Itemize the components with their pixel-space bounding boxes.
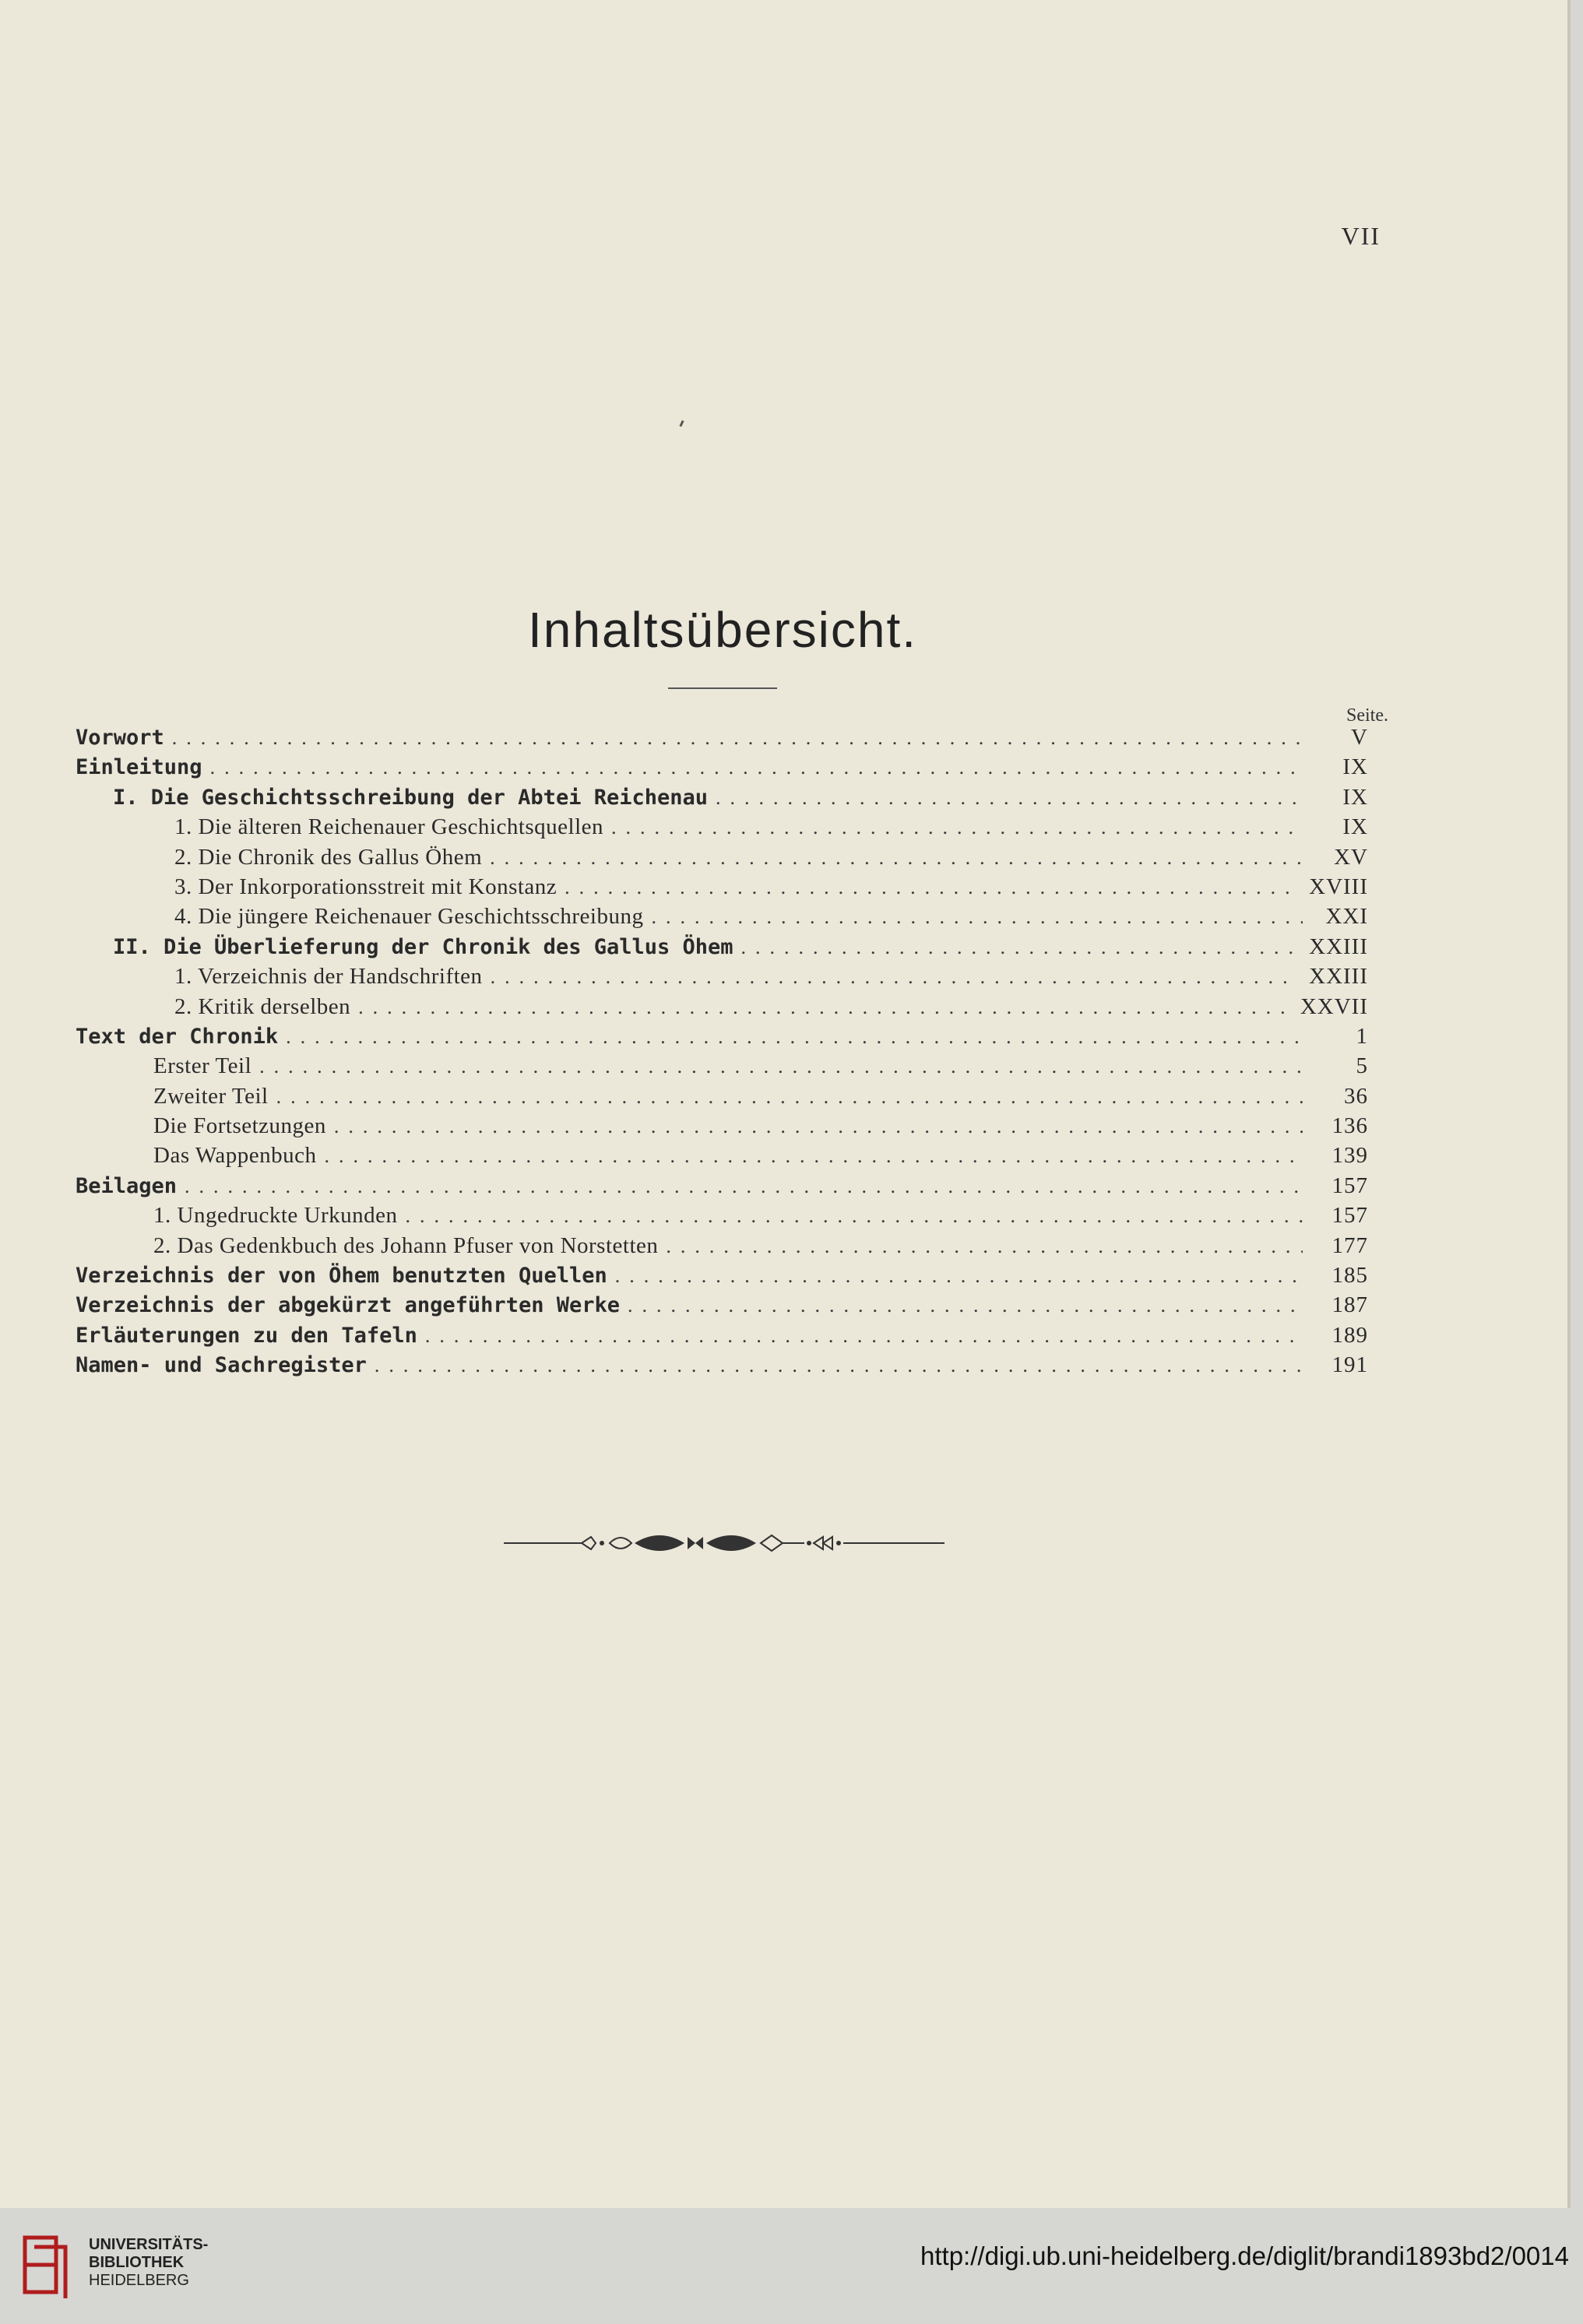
toc-entry-label: Zweiter Teil [153,1083,269,1109]
title-rule [668,687,777,689]
toc-entry-page: V [1351,725,1368,750]
toc-entry-kritik[interactable] [76,992,1368,1021]
toc-entry-page: IX [1342,754,1368,780]
toc-entry-page: 157 [1331,1173,1368,1198]
toc-entry-handschriften[interactable] [76,962,1368,991]
leader-dots [611,813,1303,842]
leader-dots [716,783,1303,813]
toc-entry-page: 139 [1331,1143,1368,1169]
toc-entry-page: 1 [1356,1023,1368,1049]
toc-entry-page: 157 [1331,1203,1368,1229]
source-url-link[interactable]: http://digi.ub.uni-heidelberg.de/diglit/brandi1893bd2/0014 [920,2241,1569,2270]
toc-entry-page: 177 [1331,1232,1368,1258]
leader-dots [565,873,1298,902]
toc-entry-page: XVIII [1309,874,1368,899]
toc-entry-label: Die Fortsetzungen [153,1113,326,1139]
leader-dots [425,1321,1303,1351]
toc-entry-label: 2. Das Gedenkbuch des Johann Pfuser von Norstetten [153,1232,659,1258]
toc-entry-verzeichnis-quellen[interactable] [76,1260,1368,1290]
leader-dots [406,1201,1303,1231]
toc-entry-label: Erster Teil [153,1053,252,1079]
toc-entry-label: Erläuterungen zu den Tafeln [76,1323,417,1348]
toc-entry-page: XXVII [1300,993,1368,1019]
toc-entry-page: XXIII [1309,933,1368,959]
toc-entry-page: 36 [1344,1083,1368,1109]
toc-entry-ungedruckte-urkunden[interactable] [76,1201,1368,1230]
leader-dots [375,1351,1303,1380]
toc-entry-juengere-geschichtsschreibung[interactable] [76,902,1368,931]
toc-entry-label: Beilagen [76,1173,178,1198]
leader-dots [276,1082,1303,1112]
toc-entry-label: Verzeichnis der von Öhem benutzten Quellen [76,1264,607,1289]
ornament-divider [504,1526,945,1560]
toc-entry-geschichtsschreibung[interactable] [76,782,1368,812]
leader-dots [325,1141,1303,1171]
leader-dots [358,993,1289,1022]
toc-entry-label: Text der Chronik [76,1024,279,1049]
toc-entry-page: XXI [1325,904,1368,930]
leader-dots [172,723,1303,753]
toc-entry-label: 2. Die Chronik des Gallus Öhem [174,844,483,870]
page-title: Inhaltsübersicht. [527,602,918,658]
toc-entry-page: XV [1334,844,1368,870]
toc-entry-erlaeuterungen[interactable] [76,1320,1368,1350]
print-speck [679,420,684,427]
toc-entry-label: II. Die Überlieferung der Chronik des Gallus Öhem [113,934,733,959]
toc-entry-label: 4. Die jüngere Reichenauer Geschichtsschreibung [174,904,644,930]
toc-entry-label: 1. Verzeichnis der Handschriften [174,964,483,990]
library-name-line-3: HEIDELBERG [89,2272,189,2289]
toc-entry-label: Das Wappenbuch [153,1143,317,1169]
university-library-logo-icon [17,2230,73,2300]
leader-dots [666,1232,1303,1261]
toc-entry-page: IX [1342,784,1368,810]
toc-entry-label: 3. Der Inkorporationsstreit mit Konstanz [174,874,558,899]
library-name [89,2236,208,2290]
leader-dots [490,843,1303,873]
toc-entry-label: I. Die Geschichtsschreibung der Abtei Reichenau [113,785,709,810]
leader-dots [210,753,1303,782]
toc-entry-label: Verzeichnis der abgekürzt angeführten Werke [76,1293,620,1318]
toc-entry-erster-teil[interactable] [76,1051,1368,1081]
toc-entry-chronik-oehem[interactable] [76,842,1368,872]
library-footer [0,2208,1583,2324]
toc-entry-ueberlieferung[interactable] [76,932,1368,962]
leader-dots [628,1291,1303,1320]
toc-entry-gedenkbuch[interactable] [76,1231,1368,1260]
toc-entry-aeltere-quellen[interactable] [76,812,1368,842]
toc-entry-page: IX [1342,814,1368,840]
toc-entry-page: 189 [1331,1322,1368,1348]
toc-entry-label: 2. Kritik derselben [174,993,351,1019]
toc-entry-page: 185 [1331,1263,1368,1289]
toc-entry-page: 5 [1356,1053,1368,1079]
leader-dots [741,933,1299,962]
toc-entry-label: 1. Ungedruckte Urkunden [153,1203,398,1229]
toc-entry-vorwort[interactable] [76,723,1368,752]
leader-dots [334,1112,1303,1141]
toc-entry-einleitung[interactable] [76,752,1368,782]
leader-dots [651,902,1303,932]
toc-entry-page: 191 [1331,1352,1368,1378]
toc-entry-label: Einleitung [76,755,202,780]
toc-entry-register[interactable] [76,1350,1368,1380]
toc-entry-page: XXIII [1309,964,1368,990]
leader-dots [491,962,1299,992]
library-name-line-1: UNIVERSITÄTS- [89,2236,209,2253]
table-of-contents [76,723,1368,1380]
leader-dots [286,1022,1303,1052]
toc-entry-page: 136 [1331,1113,1368,1139]
toc-entry-zweiter-teil[interactable] [76,1081,1368,1111]
toc-entry-verzeichnis-werke[interactable] [76,1290,1368,1320]
toc-entry-text-der-chronik[interactable] [76,1021,1368,1051]
leader-dots [185,1172,1303,1201]
leader-dots [259,1052,1303,1081]
library-name-line-2: BIBLIOTHEK [89,2254,185,2271]
page-number: VII [1341,222,1381,250]
toc-entry-page: 187 [1331,1292,1368,1318]
toc-entry-fortsetzungen[interactable] [76,1111,1368,1141]
toc-entry-wappenbuch[interactable] [76,1141,1368,1170]
toc-entry-label: Vorwort [76,726,164,750]
toc-entry-beilagen[interactable] [76,1171,1368,1201]
seite-column-label: Seite. [1346,705,1388,726]
toc-entry-label: Namen- und Sachregister [76,1353,367,1378]
toc-entry-label: 1. Die älteren Reichenauer Geschichtsquellen [174,814,604,840]
leader-dots [615,1261,1303,1291]
toc-entry-inkorporationsstreit[interactable] [76,872,1368,902]
